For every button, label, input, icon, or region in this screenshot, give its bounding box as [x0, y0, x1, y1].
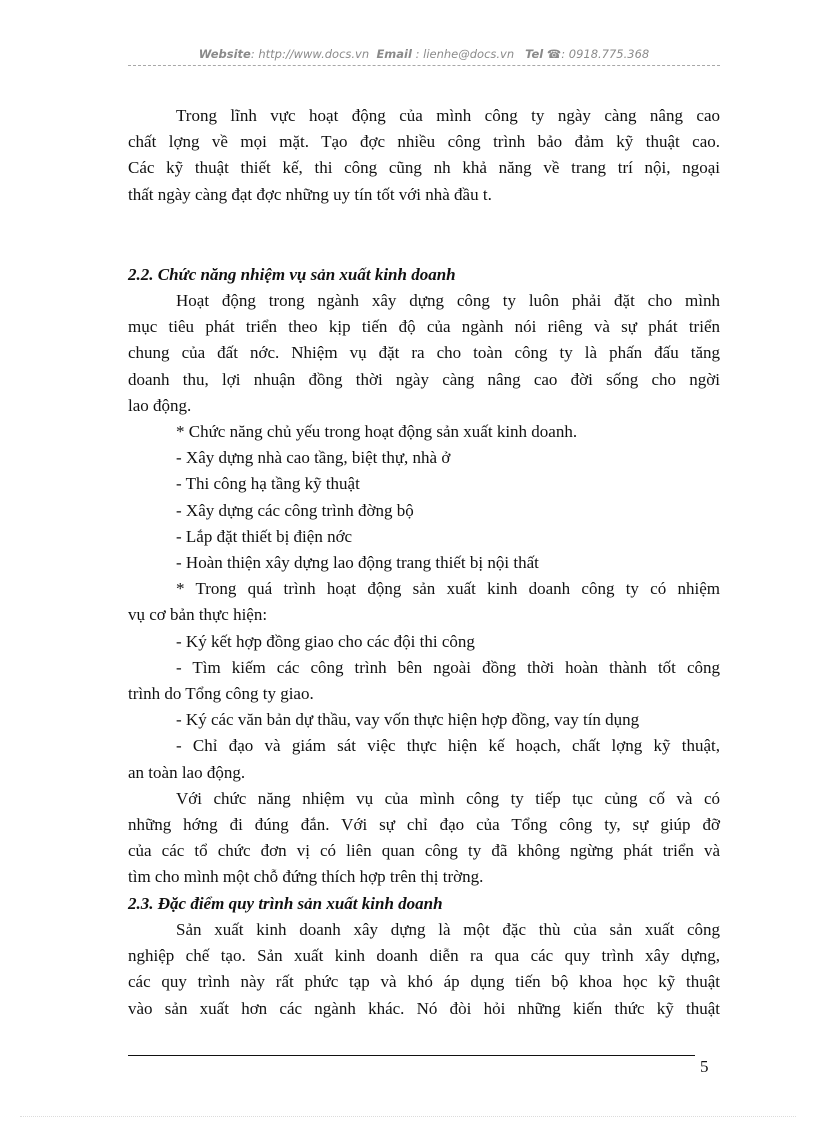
function-item: - Xây dựng các công trình đờng bộ [176, 500, 414, 520]
page-header [128, 47, 720, 61]
function-item: - Hoàn thiện xây dựng lao động trang thiết bị nội thất [176, 553, 539, 573]
phone-icon: ☎ [546, 47, 562, 61]
paragraph-line: Với chức năng nhiệm vụ của mình công ty tiếp tục củng cố và có [176, 788, 720, 808]
paragraph-line: các quy trình này rất phức tạp và khó áp dụng tiến bộ khoa học kỹ thuật [128, 972, 720, 992]
website-value: : http://www.docs.vn [250, 47, 370, 61]
email-value: : lienhe@docs.vn [415, 47, 515, 61]
paragraph-line: của các tổ chức đơn vị có liên quan công ty đã không ngừng phát triển và [128, 841, 720, 861]
footer-divider [128, 1055, 695, 1056]
page-number: 5 [700, 1057, 709, 1076]
intro-paragraph [128, 103, 720, 208]
task-item [128, 733, 720, 785]
paragraph-line: an toàn lao động. [128, 762, 246, 782]
paragraph-line: mục tiêu phát triển theo kịp tiến độ của ngành nói riêng và sự phát triển [128, 317, 720, 337]
intro-line: Các kỹ thuật thiết kế, thi công cũng nh khả năng về trang trí nội, ngoại [128, 158, 720, 178]
functions-title: * Chức năng chủ yếu trong hoạt động sản xuất kinh doanh. [176, 422, 578, 442]
intro-line: Trong lĩnh vực hoạt động của mình công ty ngày càng nâng cao [176, 106, 720, 125]
tel-label: Tel [525, 47, 544, 61]
email-label: Email [376, 47, 412, 61]
paragraph-line: vào sản xuất hơn các ngành khác. Nó đòi hỏi những kiến thức kỹ thuật [128, 998, 720, 1018]
page-bottom-border [20, 1116, 796, 1117]
paragraph-line: lao động. [128, 395, 192, 415]
task-item: - Ký kết hợp đồng giao cho các đội thi công [176, 631, 475, 651]
intro-line: chất lợng về mọi mặt. Tạo đợc nhiều công trình bảo đảm kỹ thuật cao. [128, 132, 720, 152]
section-2-2-paragraph-1 [128, 288, 720, 419]
tel-value: : 0918.775.368 [561, 47, 650, 61]
paragraph-line: * Trong quá trình hoạt động sản xuất kinh doanh công ty có nhiệm [176, 579, 720, 599]
header-divider [128, 65, 720, 66]
tasks-title [128, 576, 720, 628]
paragraph-line: - Tìm kiếm các công trình bên ngoài đồng thời hoàn thành tốt công [176, 657, 720, 677]
paragraph-line: trình do Tổng công ty giao. [128, 684, 314, 704]
paragraph-line: vụ cơ bản thực hiện: [128, 605, 268, 625]
paragraph-line: Hoạt động trong ngành xây dựng công ty luôn phải đặt cho mình [176, 291, 720, 311]
task-item: - Ký các văn bản dự thầu, vay vốn thực hiện hợp đồng, vay tín dụng [176, 710, 640, 730]
function-item: - Thi công hạ tầng kỹ thuật [176, 474, 360, 494]
website-label: Website [198, 47, 251, 61]
paragraph-line: Sản xuất kinh doanh xây dựng là một đặc thù của sản xuất công [176, 919, 720, 939]
page-body [128, 103, 720, 1022]
section-heading-2-3: 2.3. Đặc điểm quy trình sản xuất kinh doanh [128, 893, 443, 913]
paragraph-line: những hớng đi đúng đắn. Với sự chỉ đạo của Tổng công ty, sự giúp đỡ [128, 815, 720, 835]
paragraph-line: nghiệp chế tạo. Sản xuất kinh doanh diễn ra qua các quy trình xây dựng, [128, 946, 720, 966]
function-item: - Lắp đặt thiết bị điện nớc [176, 526, 353, 546]
paragraph-line: tìm cho mình một chỗ đứng thích hợp trên thị trờng. [128, 867, 484, 887]
paragraph-line: doanh thu, lợi nhuận đồng thời ngày càng nâng cao đời sống cho ngời [128, 369, 720, 389]
paragraph-line: chung của đất nớc. Nhiệm vụ đặt ra cho toàn công ty là phấn đấu tăng [128, 343, 720, 363]
section-2-3-paragraph [128, 917, 720, 1022]
section-heading-2-2: 2.2. Chức năng nhiệm vụ sản xuất kinh doanh [128, 264, 456, 284]
task-item [128, 655, 720, 707]
intro-line: thất ngày càng đạt đợc những uy tín tốt với nhà đầu t. [128, 184, 492, 204]
section-2-2-paragraph-2 [128, 786, 720, 891]
function-item: - Xây dựng nhà cao tầng, biệt thự, nhà ở [176, 448, 451, 468]
paragraph-line: - Chỉ đạo và giám sát việc thực hiện kế hoạch, chất lợng kỹ thuật, [176, 736, 720, 756]
